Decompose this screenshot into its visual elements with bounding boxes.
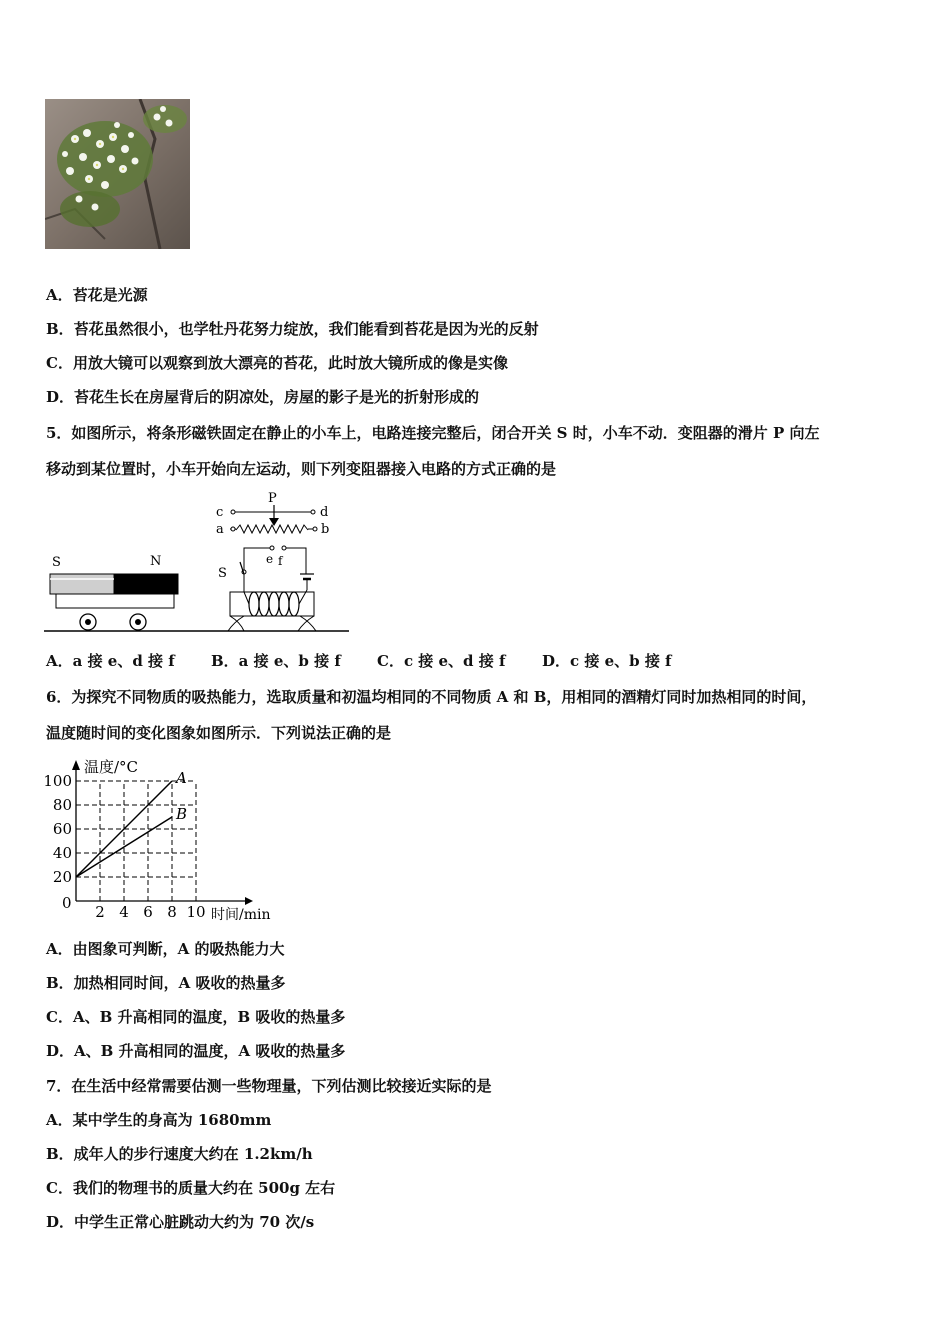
x-axis-label: 时间/min — [211, 907, 271, 923]
origin-label: 0 — [62, 894, 72, 912]
x-tick-label: 4 — [119, 903, 129, 921]
x-axis-arrow — [245, 897, 253, 905]
terminal-e-label: e — [266, 552, 274, 566]
q6-option-c: C．A、B 升高相同的温度，B 吸收的热量多 — [46, 1008, 346, 1026]
q7-option-c: C．我们的物理书的质量大约在 500g 左右 — [46, 1179, 336, 1197]
q5-option-a: A．a 接 e、d 接 f — [46, 652, 175, 670]
series-label-A: A — [176, 769, 187, 787]
x-tick-label: 10 — [186, 903, 206, 921]
magnet-s-label: S — [52, 555, 61, 570]
q7-stem: 7．在生活中经常需要估测一些物理量，下列估测比较接近实际的是 — [46, 1077, 492, 1095]
temperature-time-graph — [40, 756, 290, 926]
y-tick-label: 40 — [52, 844, 72, 862]
y-axis-label: 温度/°C — [84, 758, 139, 776]
q7-option-a: A．某中学生的身高为 1680mm — [46, 1111, 272, 1129]
terminal-a-label: a — [216, 522, 224, 537]
y-axis-arrow — [72, 760, 80, 770]
y-tick-label: 100 — [43, 772, 72, 790]
slider-p-label: P — [268, 491, 277, 506]
q6-option-b: B．加热相同时间，A 吸收的热量多 — [46, 974, 286, 992]
q5-circuit-figure — [44, 488, 354, 636]
q5-stem-line2: 移动到某位置时，小车开始向左运动，则下列变阻器接入电路的方式正确的是 — [46, 460, 557, 478]
terminal-c-label: c — [216, 505, 224, 520]
x-tick-label: 8 — [167, 903, 177, 921]
q6-option-a: A．由图象可判断，A 的吸热能力大 — [46, 940, 285, 958]
q5-stem-line1: 5．如图所示，将条形磁铁固定在静止的小车上，电路连接完整后，闭合开关 S 时，小车不动．变阻器的滑片 P 向左 — [46, 424, 820, 442]
q6-stem-line1: 6．为探究不同物质的吸热能力，选取质量和初温均相同的不同物质 A 和 B，用相同的酒精灯同时加热相同的时间， — [46, 688, 817, 706]
x-tick-label: 2 — [95, 903, 105, 921]
terminal-d-label: d — [320, 505, 329, 520]
moss-flower-photo — [45, 99, 190, 249]
q5-option-c: C．c 接 e、d 接 f — [377, 652, 506, 670]
q6-option-d: D．A、B 升高相同的温度，A 吸收的热量多 — [46, 1042, 346, 1060]
terminal-b-label: b — [321, 522, 330, 537]
q4-option-c: C．用放大镜可以观察到放大漂亮的苔花，此时放大镜所成的像是实像 — [46, 354, 508, 372]
switch-s-label: S — [218, 566, 227, 581]
q7-option-b: B．成年人的步行速度大约在 1.2km/h — [46, 1145, 313, 1163]
q7-option-d: D．中学生正常心脏跳动大约为 70 次/s — [46, 1213, 315, 1231]
q5-option-b: B．a 接 e、b 接 f — [211, 652, 341, 670]
q4-option-b: B．苔花虽然很小，也学牡丹花努力绽放，我们能看到苔花是因为光的反射 — [46, 320, 539, 338]
x-tick-label: 6 — [143, 903, 153, 921]
magnet-n-label: N — [150, 554, 162, 569]
y-tick-label: 80 — [52, 796, 72, 814]
q5-option-d: D．c 接 e、b 接 f — [542, 652, 672, 670]
q4-option-d: D．苔花生长在房屋背后的阴凉处，房屋的影子是光的折射形成的 — [46, 388, 480, 406]
series-label-B: B — [176, 805, 188, 823]
q4-option-a: A．苔花是光源 — [46, 286, 148, 304]
terminal-f-label: f — [278, 554, 283, 568]
y-tick-label: 60 — [52, 820, 72, 838]
y-tick-label: 20 — [52, 868, 72, 886]
q6-stem-line2: 温度随时间的变化图象如图所示．下列说法正确的是 — [46, 724, 392, 742]
